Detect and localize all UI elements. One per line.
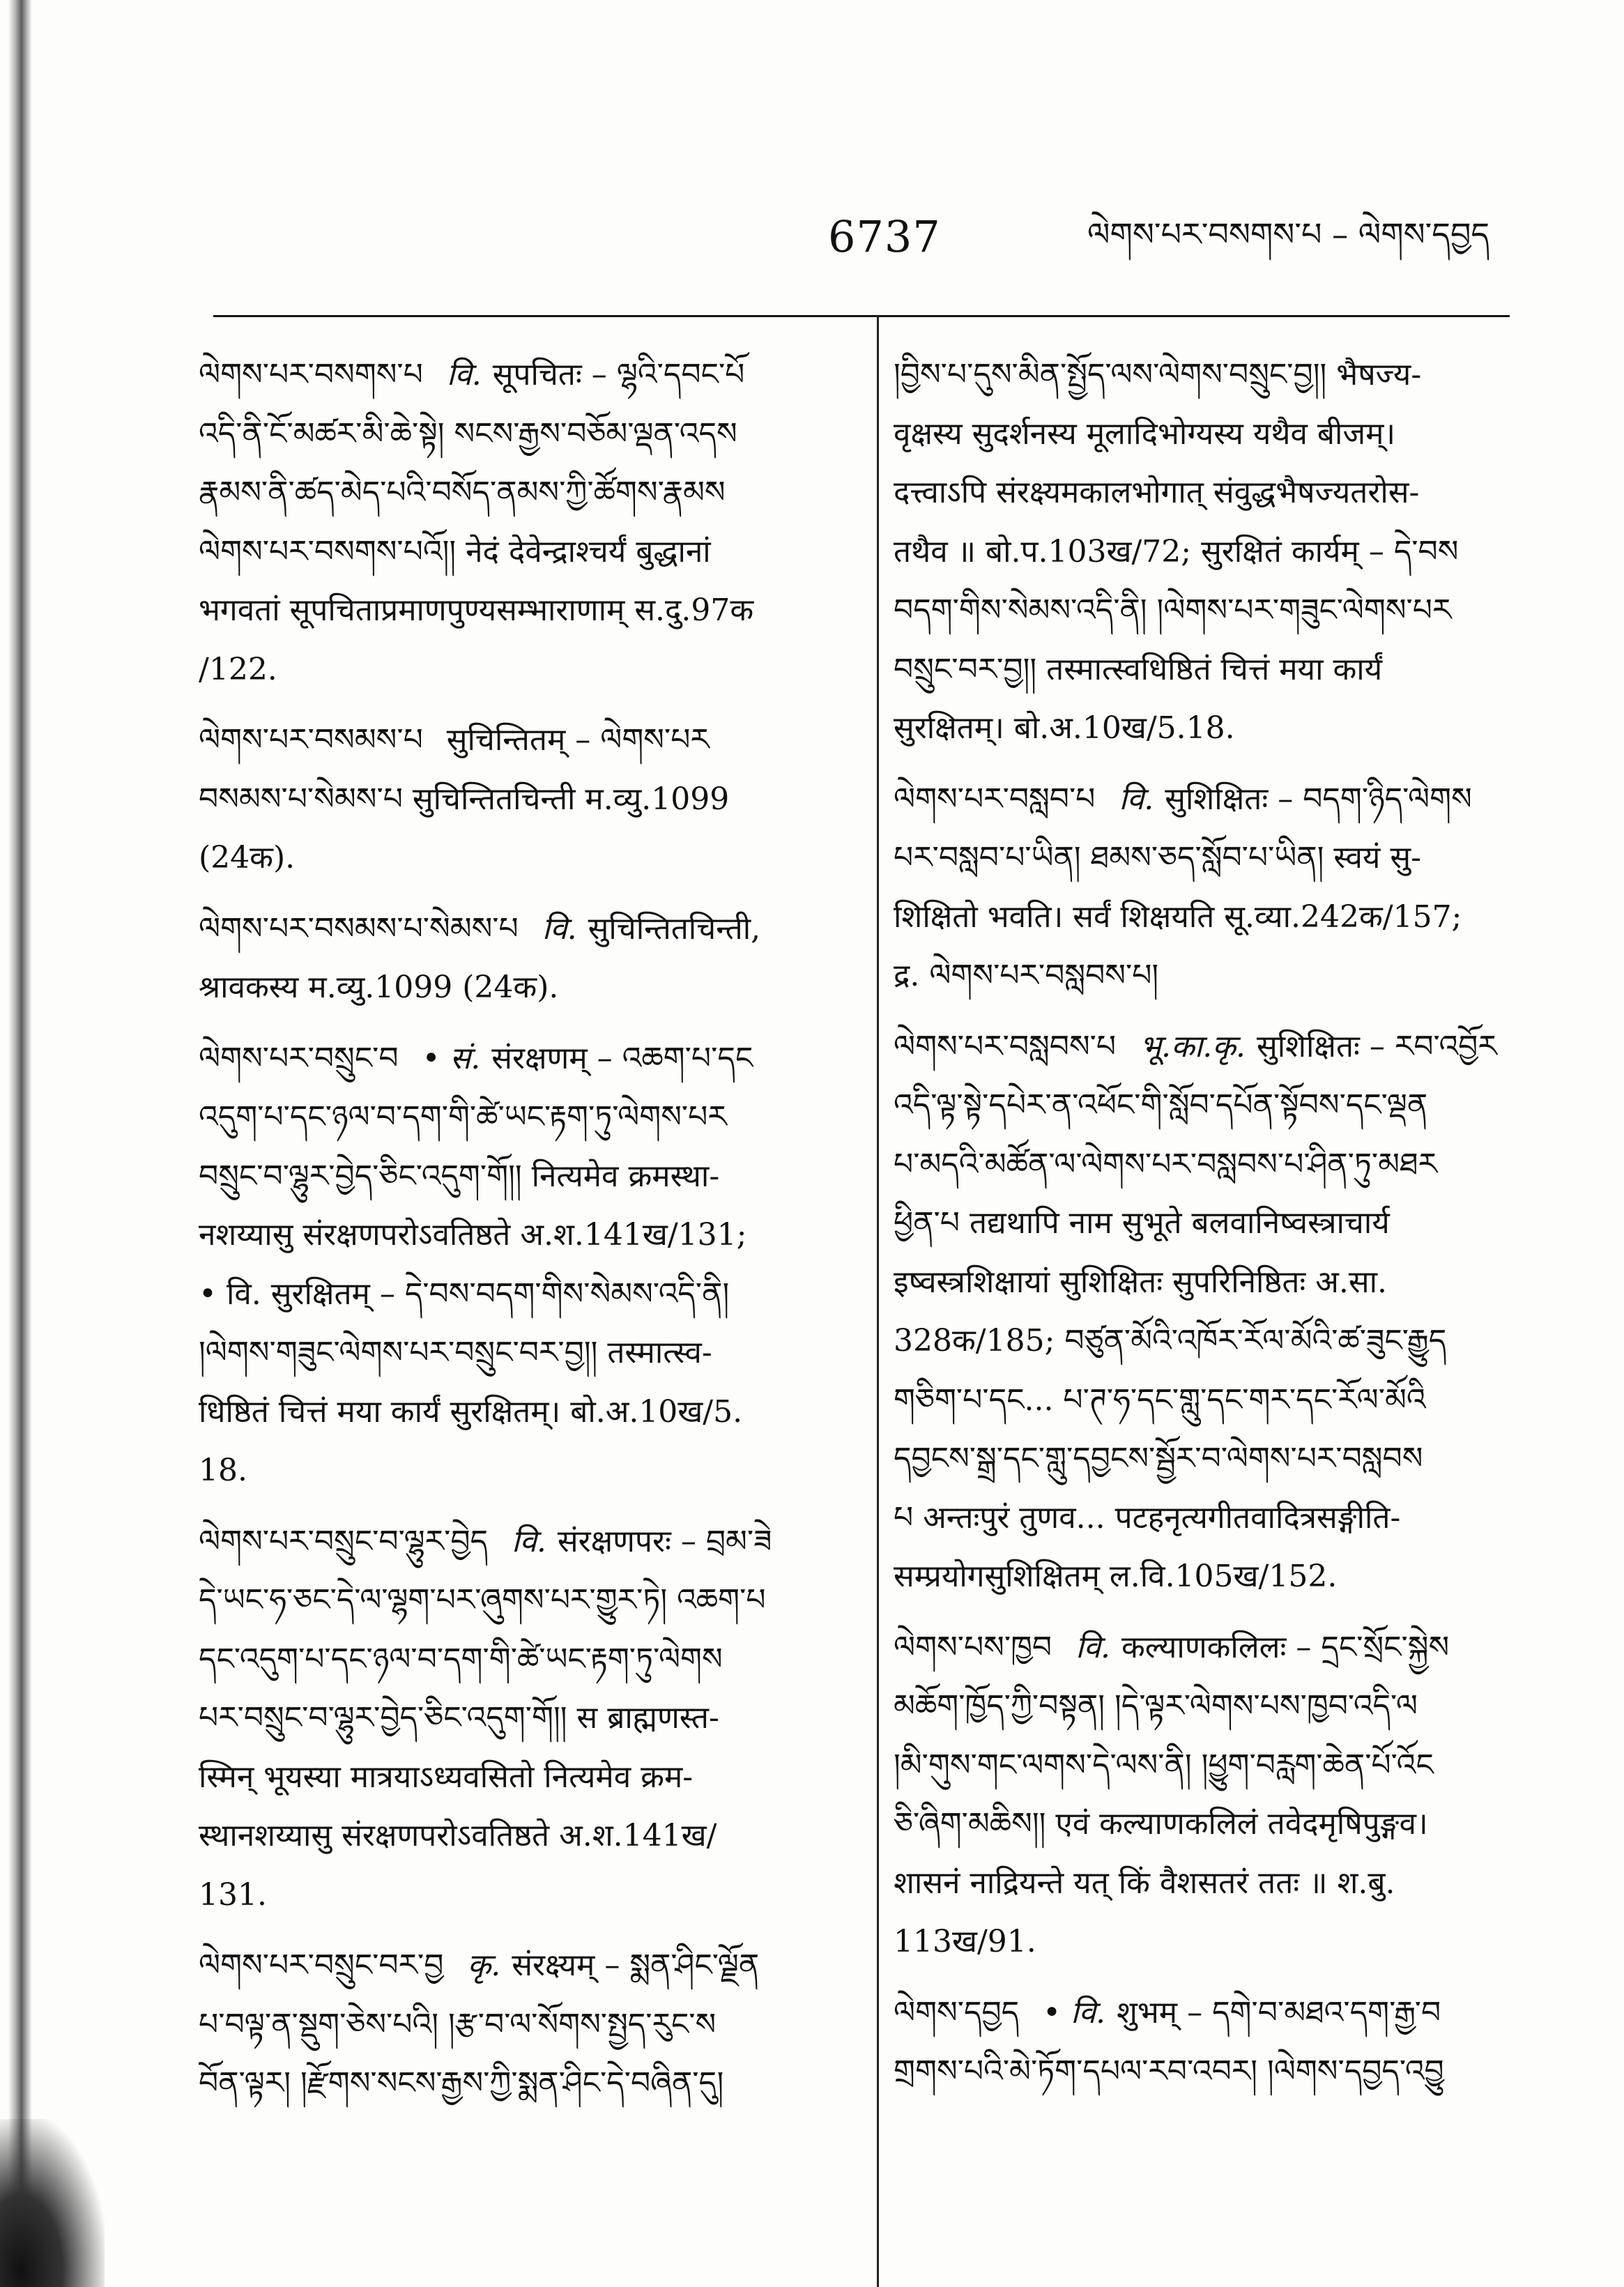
entry-continuation xyxy=(894,346,1521,758)
part-of-speech: वि. xyxy=(542,910,577,947)
entry-first-line xyxy=(199,346,854,405)
headword: ལེགས་པར་བསྲུང་བ xyxy=(199,1040,399,1076)
entry-line: གཅིག་པ་དང... པ་ཊ་ཧ་དང་གླུ་དང་གར་དང་རོལ་མོའི xyxy=(894,1382,1426,1418)
part-of-speech: कृ. xyxy=(467,1948,501,1983)
part-of-speech: वि. xyxy=(1075,1629,1110,1665)
entry-line: तथैव ॥ बो.प.103ख/72; सुरक्षितं कार्यम् – དེ་བས xyxy=(894,533,1459,569)
entry-line: ཅི་ཞིག་མཆིས།། एवं कल्याणकलिलं तवेदमृषिपुङ्गव। xyxy=(894,1806,1428,1842)
entry-line: འདི་ནི་ངོ་མཚར་མི་ཆེ་སྟེ། སངས་རྒྱས་བཅོམ་ལྡན་འདས xyxy=(199,415,737,452)
entry-line: श्रावकस्य म.व्यु.1099 (24क). xyxy=(199,970,559,1005)
dictionary-entry xyxy=(199,1936,854,2113)
entry-line: བསྲུང་བར་བྱ།། तस्मात्स्वधिष्ठितं चित्तं मया कार्यं xyxy=(894,651,1383,687)
entry-first-line xyxy=(199,900,854,959)
running-head: ལེགས་པར་བསགས་པ – ལེགས་དབྱད xyxy=(1087,215,1490,253)
entry-line: भगवतां सूपचिताप्रमाणपुण्यसम्भाराणाम् स.दु.97क xyxy=(199,592,754,628)
entry-line: स्थानशय्यासु संरक्षणपरोऽवतिष्ठते अ.श.141ख/ xyxy=(199,1818,717,1853)
entry-line: धिष्ठितं चित्तं मया कार्यं सुरक्षितम्। बो.अ.10ख/5. xyxy=(199,1393,743,1430)
entry-first-line xyxy=(894,1984,1521,2043)
entry-line: པ་བལྟ་ན་སྡུག་ཅེས་པའི། །རྩ་བ་ལ་སོགས་སྤྱད་རུང་ས xyxy=(199,2006,717,2042)
entry-line: གྲགས་པའི་མེ་ཏོག་དཔལ་རབ་འབར། །ལེགས་དབྱད་འབྱུ xyxy=(894,2053,1444,2089)
entry-line: རྣམས་ནི་ཚད་མེད་པའི་བསོད་ནམས་ཀྱི་ཚོགས་རྣམས xyxy=(199,475,726,510)
headword: ལེགས་པར་བསམས་པ xyxy=(199,722,423,758)
definition-text: संरक्षणपरः – བྲམ་ཟེ xyxy=(557,1523,772,1559)
definition-text: सुशिक्षितः – བདག་ཉིད་ལེགས xyxy=(1165,781,1472,817)
entry-line: 328क/185; བཙུན་མོའི་འཁོར་རོལ་མོའི་ཚ་ཟུང་རྒྱུད xyxy=(894,1323,1447,1359)
entry-line: འདུག་པ་དང་ཉལ་བ་དག་གི་ཚེ་ཡང་རྟག་ཏུ་ལེགས་པར xyxy=(199,1099,727,1135)
definition-text: संरक्षणम् – འཆག་པ་དང xyxy=(491,1040,753,1076)
entry-line: པར་བསྲུང་བ་ལྷུར་བྱེད་ཅིང་འདུག་གོ།། स ब्राह्मणस्त- xyxy=(199,1700,719,1736)
entry-line: स्मिन् भूयस्या मात्रयाऽध्यवसितो नित्यमेव क्रम- xyxy=(199,1759,694,1795)
entry-line: །བྱིས་པ་དུས་མིན་སྤྱོད་ལས་ལེགས་བསྲུང་བྱ།། भैषज्य- xyxy=(894,357,1422,392)
entry-line: བོན་ལྟར། །རྫོགས་སངས་རྒྱས་ཀྱི་སྨན་ཤིང་དེ་བཞིན་དུ། xyxy=(199,2065,724,2101)
entry-first-line xyxy=(199,1030,854,1089)
column-divider xyxy=(877,315,879,2287)
headword: ལེགས་པར་བསླབས་པ xyxy=(894,1028,1117,1064)
part-of-speech: वि. xyxy=(512,1523,546,1559)
entry-line: དབྱངས་སྒྲ་དང་གླུ་དབྱངས་སྦྱོར་བ་ལེགས་པར་བསླབས xyxy=(894,1441,1423,1476)
entry-line: དང་འདུག་པ་དང་ཉལ་བ་དག་གི་ཚེ་ཡང་རྟག་ཏུ་ལེགས xyxy=(199,1641,723,1677)
page-number: 6737 xyxy=(828,211,941,262)
entry-line: བསམས་པ་སེམས་པ सुचिन्तितचिन्ती म.व्यु.1099 xyxy=(199,781,730,817)
scan-binding-shadow xyxy=(0,2119,105,2287)
part-of-speech: • सं. xyxy=(422,1040,481,1076)
definition-text: संरक्ष्यम् – སྨན་ཤིང་ལྗོན xyxy=(512,1948,760,1983)
entry-line: མཆོག་ཁྱོད་ཀྱི་བསྟན། །དེ་ལྟར་ལེགས་པས་ཁྱབ་འདི་ལ xyxy=(894,1688,1418,1724)
entry-line: པ अन्तःपुरं तुणव... पटहनृत्यगीतवादित्रसङ्गीति- xyxy=(894,1499,1401,1536)
definition-text: सुचिन्तितम् – ལེགས་པར xyxy=(446,722,710,758)
entry-first-line xyxy=(894,1619,1521,1678)
entry-line: ལེགས་པར་བསགས་པའོ།། नेदं देवेन्द्राश्चर्यं बुद्धानां xyxy=(199,533,711,569)
scan-binding-edge xyxy=(8,0,32,2287)
definition-text: सुशिक्षितः – རབ་འབྱོར xyxy=(1256,1028,1497,1064)
entry-line: द्र. ལེགས་པར་བསླབས་པ། xyxy=(894,958,1159,993)
entry-line: བསྲུང་བ་ལྷུར་བྱེད་ཅིང་འདུག་གོ།། नित्यमेव क्रमस्था- xyxy=(199,1158,720,1194)
entry-line: सुरक्षितम्। बो.अ.10ख/5.18. xyxy=(894,710,1235,746)
dictionary-entry xyxy=(199,1513,854,1925)
right-column xyxy=(894,346,1521,2102)
entry-line: པར་བསླབ་པ་ཡིན། ཐམས་ཅད་སློབ་པ་ཡིན། स्वयं सु- xyxy=(894,840,1422,875)
entry-first-line xyxy=(199,1936,854,1996)
part-of-speech: वि. xyxy=(446,357,482,392)
entry-line: །ལེགས་གཟུང་ལེགས་པར་བསྲུང་བར་བྱ།། तस्मात्स्व- xyxy=(199,1335,712,1370)
entry-line: (24क). xyxy=(199,840,296,875)
entry-first-line xyxy=(894,1018,1521,1077)
headword: ལེགས་པར་བསྲུང་བར་བྱ xyxy=(199,1948,444,1983)
entry-first-line xyxy=(894,770,1521,829)
headword: ལེགས་པར་བསགས་པ xyxy=(199,357,423,392)
dictionary-entry xyxy=(199,711,854,888)
entry-line: ཕྱིན་པ तद्यथापि नाम सुभूते बलवानिष्वस्त्राचार्य xyxy=(894,1205,1390,1241)
entry-line: दत्त्वाऽपि संरक्ष्यमकालभोगात् संवुद्धभैषज्यतरोस- xyxy=(894,475,1420,510)
definition-text: सुचिन्तितचिन्ती, xyxy=(588,910,761,947)
definition-text: शुभम् – དགེ་བ་མཐའ་དག་རྒྱ་བ xyxy=(1116,1994,1441,2030)
entry-line: शासनं नाद्रियन्ते यत् किं वैशसतरं ततः ॥ श.बु. xyxy=(894,1865,1395,1901)
dictionary-entry xyxy=(894,1619,1521,1972)
entry-line: །མི་གུས་གང་ལགས་དེ་ལས་ནི། །ཕྱུག་བརླག་ཆེན་པོ་འོང xyxy=(894,1747,1434,1783)
entry-line: • वि. सुरक्षितम् – དེ་བས་བདག་གིས་སེམས་འདི་ནི། xyxy=(199,1276,730,1312)
dictionary-entry xyxy=(894,1018,1521,1607)
definition-text: कल्याणकलिलः – དྲང་སྲོང་སྐྱེས xyxy=(1121,1629,1450,1665)
headword: ལེགས་པས་ཁྱབ xyxy=(894,1629,1052,1665)
entry-line: /122. xyxy=(199,651,277,687)
headword: ལེགས་པར་བསླབ་པ xyxy=(894,781,1096,817)
part-of-speech: वि. xyxy=(1119,781,1154,817)
definition-text: सूपचितः – ལྷའི་དབང་པོ xyxy=(492,357,745,392)
entry-line: པ་མདའི་མཚོན་ལ་ལེགས་པར་བསླབས་པ་ཤིན་ཏུ་མཐར xyxy=(894,1146,1437,1182)
entry-line: इष्वस्त्रशिक्षायां सुशिक्षितः सुपरिनिष्ठितः अ.सा. xyxy=(894,1264,1388,1300)
entry-line: བདག་གིས་སེམས་འདི་ནི། །ལེགས་པར་གཟུང་ལེགས་པར xyxy=(894,592,1452,628)
entry-line: सम्प्रयोगसुशिक्षितम् ल.वि.105ख/152. xyxy=(894,1559,1338,1594)
entry-line: शिक्षितो भवति। सर्वं शिक्षयति सू.व्या.242क/157; xyxy=(894,898,1462,935)
part-of-speech: भू.का.कृ. xyxy=(1140,1028,1246,1064)
headword: ལེགས་པར་བསྲུང་བ་ལྷུར་བྱེད xyxy=(199,1523,489,1559)
dictionary-entry xyxy=(894,1984,1521,2102)
entry-first-line xyxy=(199,1513,854,1572)
entry-first-line xyxy=(199,711,854,770)
dictionary-entry xyxy=(199,900,854,1018)
entry-line: དེ་ཡང་ཧ་ཅང་དེ་ལ་ལྷག་པར་ཞུགས་པར་གྱུར་ཏེ། འཆག་པ xyxy=(199,1582,766,1618)
dictionary-entry xyxy=(199,1030,854,1501)
entry-line: नशय्यासु संरक्षणपरोऽवतिष्ठते अ.श.141ख/131; xyxy=(199,1217,747,1253)
header-rule xyxy=(213,315,1510,317)
left-column xyxy=(199,346,854,2113)
entry-line: 113ख/91. xyxy=(894,1924,1036,1959)
headword: ལེགས་པར་བསམས་པ་སེམས་པ xyxy=(199,910,519,947)
entry-line: वृक्षस्य सुदर्शनस्य मूलादिभोग्यस्य यथैव बीजम्। xyxy=(894,415,1396,452)
entry-line: 18. xyxy=(199,1453,247,1488)
dictionary-entry xyxy=(199,346,854,699)
headword: ལེགས་དབྱད xyxy=(894,1994,1020,2030)
dictionary-entry xyxy=(894,770,1521,1006)
entry-line: འདི་ལྟ་སྟེ་དཔེར་ན་འཕོང་གི་སློབ་དཔོན་སྟོབས་དང་ལྡན xyxy=(894,1087,1428,1123)
entry-line: 131. xyxy=(199,1876,267,1913)
part-of-speech: • वि. xyxy=(1043,1994,1105,2030)
